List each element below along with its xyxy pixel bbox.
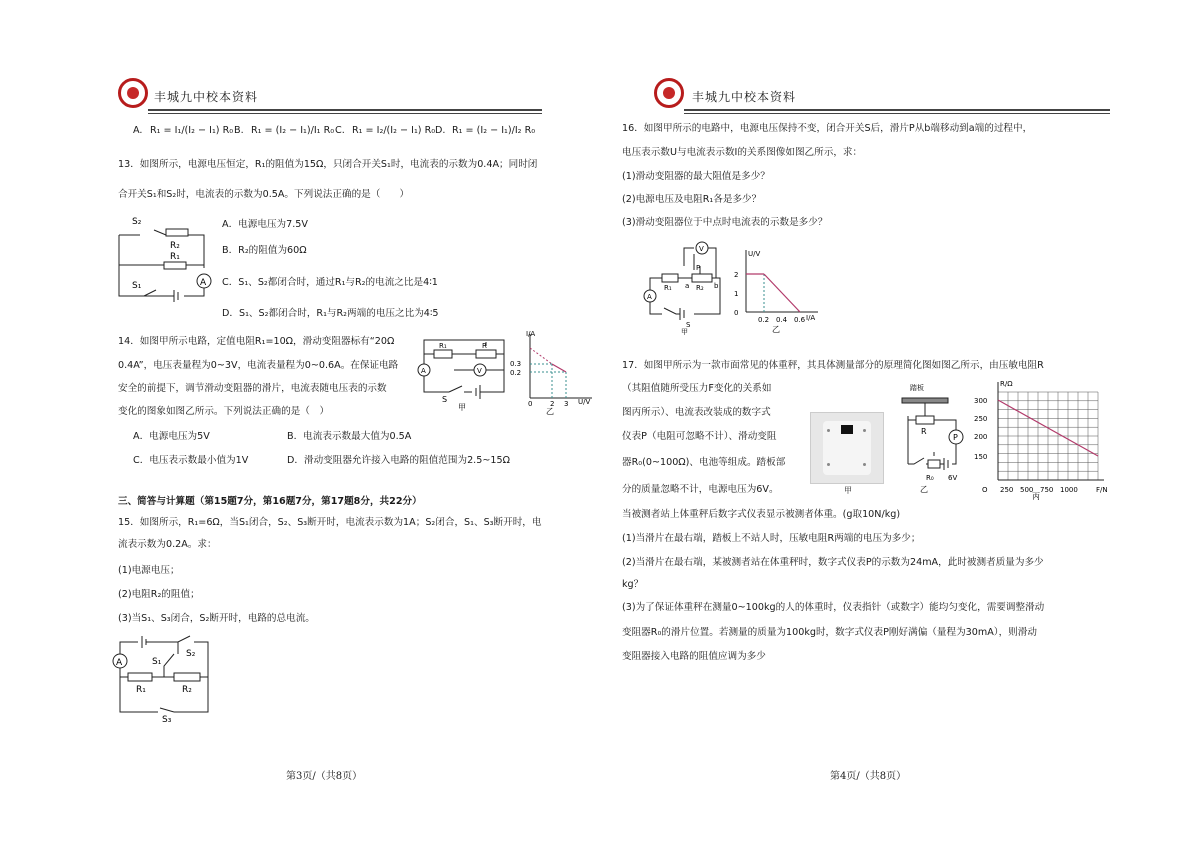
q15-label-s3: S₃ xyxy=(162,715,172,725)
q14-line-2: 0.4A”，电压表量程为0~3V，电流表量程为0~0.6A。在保证电路 xyxy=(118,360,399,371)
q16-label-r2: R₂ xyxy=(696,284,704,292)
q13-label-ammeter: A xyxy=(200,278,207,288)
x-tick-label: O xyxy=(982,486,988,494)
q17-question-1: (1)当滑片在最右端，踏板上不站人时，压敏电阻R两端的电压为多少； xyxy=(622,533,921,544)
q16-question-1: (1)滑动变阻器的最大阻值是多少？ xyxy=(622,171,770,182)
header-school-name: 丰城九中校本资料 xyxy=(692,90,797,104)
y-tick-label: 0.2 xyxy=(510,369,522,377)
q16-label-r1: R₁ xyxy=(664,284,672,292)
q17-label-r0: R₀ xyxy=(926,474,934,482)
chart-caption: 丙 xyxy=(1032,492,1040,501)
school-logo xyxy=(654,78,684,108)
q14-label-ammeter: A xyxy=(421,367,426,375)
x-axis-label: F/N xyxy=(1096,486,1108,494)
q16-caption-jia: 甲 xyxy=(681,328,688,336)
x-tick-label: 250 xyxy=(1000,486,1014,494)
q17-side-line-1: （其阻值随所受压力F变化的关系如 xyxy=(622,383,772,394)
q13-option-c: C．S₁、S₂都闭合时，通过R₁与R₂的电流之比是4∶1 xyxy=(222,277,438,288)
q14-label-voltmeter: V xyxy=(477,367,482,375)
scale-electrode-icon xyxy=(827,463,830,466)
q17-question-3-cont: 变阻器R₀的滑片位置。若测量的质量为100kg时，数字式仪表P刚好满偏（量程为30mA），则滑动 xyxy=(622,627,1037,638)
footer-page-3: 第3页/（共8页） xyxy=(286,771,363,782)
q16-label-a: a xyxy=(685,282,690,290)
page-4 xyxy=(600,0,1200,849)
y-tick-label: 2 xyxy=(734,271,739,279)
q15-line-1: 15．如图所示，R₁=6Ω，当S₁闭合，S₂、S₃断开时，电流表示数为1A；S₂闭合，S₁、S₃断开时，电 xyxy=(118,517,542,528)
q12-option-c-label: C. xyxy=(335,125,345,136)
q12-option-b: R₁ = (I₂ − I₁)/I₁ R₀ xyxy=(251,125,335,136)
q15-question-3: (3)当S₁、S₃闭合，S₂断开时，电路的总电流。 xyxy=(118,613,315,624)
q17-after-line: 当被测者站上体重秤后数字式仪表显示被测者体重。(g取10N/kg) xyxy=(622,509,901,520)
q16-label-ammeter: A xyxy=(647,293,652,301)
y-tick-label: 0 xyxy=(734,309,739,317)
data-line xyxy=(764,274,800,312)
x-axis-label: U/V xyxy=(578,398,591,406)
q16-circuit xyxy=(640,238,724,334)
section-3-title: 三、简答与计算题（第15题7分，第16题7分，第17题8分，共22分） xyxy=(118,496,422,507)
y-tick-label: 0.3 xyxy=(510,360,522,368)
x-tick-label: 1000 xyxy=(1060,486,1078,494)
q12-option-d-label: D. xyxy=(435,125,446,136)
q17-question-3: (3)为了保证体重秤在测量0~100kg的人的体重时，仪表指针（或数字）能均匀变化，需要调整滑动 xyxy=(622,602,1045,613)
y-axis-label: I/A xyxy=(526,330,536,338)
q17-intro-line: 17．如图甲所示为一款市面常见的体重秤，其具体测量部分的原理简化图如图乙所示，由压敏电阻R xyxy=(622,360,1044,371)
y-tick-label: 300 xyxy=(974,397,988,405)
q17-label-6v: 6V xyxy=(948,474,958,482)
x-tick-label: 0.4 xyxy=(776,316,788,324)
q17-side-line-3: 仪表P（电阻可忽略不计）、滑动变阻 xyxy=(622,431,777,442)
scale-photo xyxy=(810,412,884,484)
q12-option-a-label: A. xyxy=(133,125,143,136)
q16-label-switch: S xyxy=(686,321,691,329)
y-tick-label: 1 xyxy=(734,290,739,298)
q15-line-2: 流表示数为0.2A。求： xyxy=(118,539,217,550)
header-school-name: 丰城九中校本资料 xyxy=(154,90,259,104)
q17-circuit xyxy=(890,378,966,498)
q14-label-r1: R₁ xyxy=(439,342,447,350)
q12-option-d: R₁ = (I₂ − I₁)/I₂ R₀ xyxy=(452,125,536,136)
q16-label-p: P xyxy=(696,264,701,272)
q13-option-a: A．电源电压为7.5V xyxy=(222,219,308,230)
q14-option-d: D．滑动变阻器允许接入电路的阻值范围为2.5~15Ω xyxy=(287,455,510,466)
q15-circuit xyxy=(108,632,218,724)
header-rule-thin xyxy=(684,113,1110,114)
page-header xyxy=(118,78,542,112)
q13-circuit xyxy=(114,210,214,305)
q12-option-c: R₁ = I₂/(I₂ − I₁) R₀ xyxy=(352,125,436,136)
y-axis-label: R/Ω xyxy=(1000,380,1013,388)
chart-caption: 乙 xyxy=(546,407,554,416)
y-axis-label: U/V xyxy=(748,250,761,258)
q14-line-4: 变化的图象如图乙所示。下列说法正确的是（ ） xyxy=(118,406,330,417)
q13-label-s2: S₂ xyxy=(132,217,142,227)
scale-electrode-icon xyxy=(827,429,830,432)
q13-label-r1: R₁ xyxy=(170,252,180,262)
q16-label-b: b xyxy=(714,282,719,290)
q17-caption-yi: 乙 xyxy=(920,485,928,494)
q13-label-r2: R₂ xyxy=(170,241,180,251)
q17-side-line-4: 器R₀(0~100Ω)、电池等组成。踏板部 xyxy=(622,457,786,468)
q14-caption-jia: 甲 xyxy=(458,403,466,412)
data-line xyxy=(552,364,566,372)
scale-electrode-icon xyxy=(863,463,866,466)
q14-option-b: B．电流表示数最大值为0.5A xyxy=(287,431,412,442)
data-line-ext xyxy=(530,348,552,364)
q17-label-r: R xyxy=(921,427,927,436)
y-tick-label: 200 xyxy=(974,433,988,441)
q14-label-r: R xyxy=(482,342,487,350)
x-tick-label: 500 xyxy=(1020,486,1034,494)
page-header xyxy=(654,78,1110,112)
scale-electrode-icon xyxy=(863,429,866,432)
q13-option-d: D．S₁、S₂都闭合时，R₁与R₂两端的电压之比为4∶5 xyxy=(222,308,439,319)
q16-question-2: (2)电源电压及电阻R₁各是多少？ xyxy=(622,194,762,205)
q13-line-1: 13．如图所示，电源电压恒定，R₁的阻值为15Ω，只闭合开关S₁时，电流表的示数为0.4A；同时闭 xyxy=(118,159,538,170)
x-tick-label: 0 xyxy=(528,400,533,408)
school-logo xyxy=(118,78,148,108)
chart-caption: 乙 xyxy=(772,325,780,334)
q17-chart xyxy=(970,376,1106,500)
q17-question-3-end: 变阻器接入电路的阻值应调为多少 xyxy=(622,651,766,662)
header-rule-thin xyxy=(148,113,542,114)
q15-label-r2: R₂ xyxy=(182,685,192,695)
q17-question-2: (2)当滑片在最右端，某被测者站在体重秤时，数字式仪表P的示数为24mA，此时被测者质量为多少 xyxy=(622,557,1044,568)
q16-question-3: (3)滑动变阻器位于中点时电流表的示数是多少？ xyxy=(622,217,828,228)
x-tick-label: 3 xyxy=(564,400,569,408)
q17-photo-caption: 甲 xyxy=(844,486,852,495)
header-rule xyxy=(684,109,1110,111)
q15-label-ammeter: A xyxy=(116,658,123,668)
q13-label-s1: S₁ xyxy=(132,281,142,291)
q14-label-switch: S xyxy=(442,395,448,404)
q12-option-a: R₁ = I₁/(I₂ − I₁) R₀ xyxy=(150,125,234,136)
scale-display xyxy=(841,425,853,434)
x-tick-label: 2 xyxy=(550,400,555,408)
x-tick-label: 750 xyxy=(1040,486,1054,494)
q15-label-r1: R₁ xyxy=(136,685,146,695)
q15-label-s2: S₂ xyxy=(186,649,196,659)
y-tick-label: 150 xyxy=(974,453,988,461)
q17-side-line-2: 图丙所示）、电流表改装成的数字式 xyxy=(622,407,771,418)
q13-option-b: B．R₂的阻值为60Ω xyxy=(222,245,307,256)
q17-label-pedal: 踏板 xyxy=(910,384,924,392)
q14-line-1: 14．如图甲所示电路，定值电阻R₁=10Ω，滑动变阻器标有“20Ω xyxy=(118,336,395,347)
q17-question-2-cont: kg？ xyxy=(622,579,644,590)
q16-chart xyxy=(730,244,824,334)
q14-circuit xyxy=(414,330,514,412)
x-tick-label: 0.2 xyxy=(758,316,770,324)
q12-option-b-label: B. xyxy=(234,125,244,136)
q16-label-voltmeter: V xyxy=(699,245,704,253)
footer-page-4: 第4页/（共8页） xyxy=(830,771,907,782)
header-rule xyxy=(148,109,542,111)
q17-side-line-5: 分的质量忽略不计，电源电压为6V。 xyxy=(622,484,779,495)
q15-label-s1: S₁ xyxy=(152,657,162,667)
q17-label-p: P xyxy=(953,433,958,442)
q16-line-2: 电压表示数U与电流表示数I的关系图像如图乙所示，求： xyxy=(622,147,863,158)
y-tick-label: 250 xyxy=(974,415,988,423)
q14-chart xyxy=(506,326,598,414)
q13-line-2: 合开关S₁和S₂时，电流表的示数为0.5A。下列说法正确的是（ ） xyxy=(118,189,410,200)
q16-line-1: 16．如图甲所示的电路中，电源电压保持不变，闭合开关S后，滑片P从b端移动到a端的过程中， xyxy=(622,123,1033,134)
q14-option-a: A．电源电压为5V xyxy=(133,431,210,442)
q14-line-3: 安全的前提下，调节滑动变阻器的滑片，电流表随电压表的示数 xyxy=(118,383,387,394)
q15-question-2: (2)电阻R₂的阻值； xyxy=(118,589,200,600)
x-axis-label: I/A xyxy=(806,314,816,322)
x-tick-label: 0.6 xyxy=(794,316,806,324)
q14-option-c: C．电压表示数最小值为1V xyxy=(133,455,249,466)
q15-question-1: (1)电源电压； xyxy=(118,565,180,576)
